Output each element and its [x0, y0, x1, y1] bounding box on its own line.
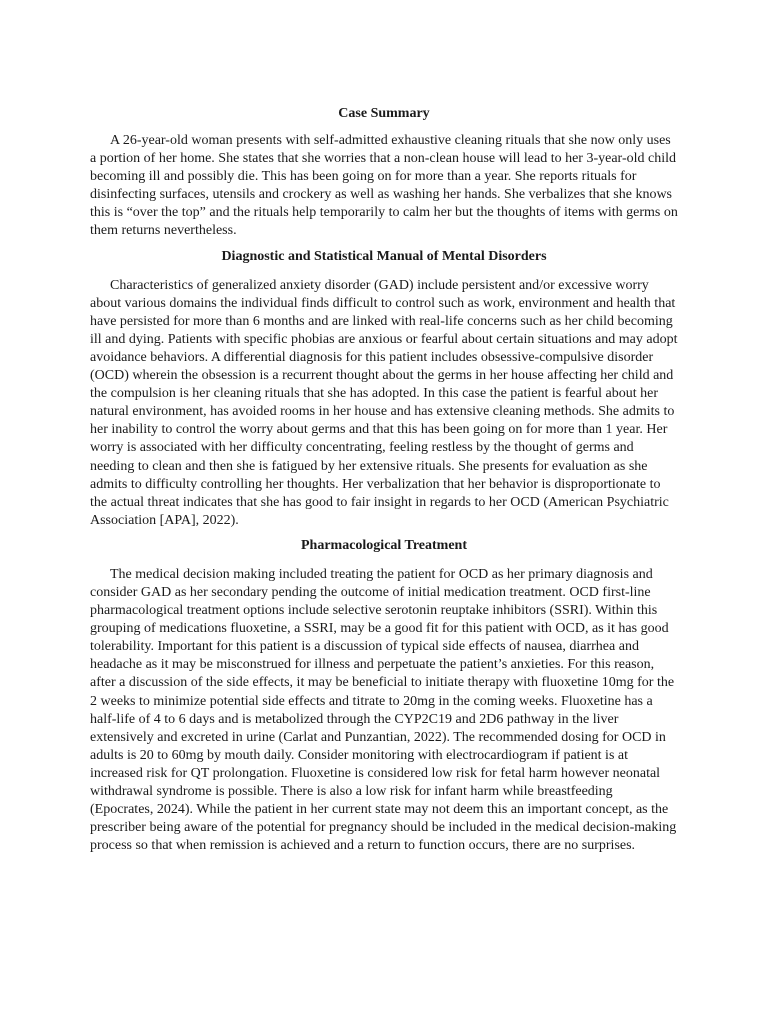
pharmacological-treatment-paragraph: The medical decision making included treating the patient for OCD as her primary diagnosis and consider GAD as her secondary pending the outcome of initial medication treatment. OCD first-line pharmacological treatment options include selective serotonin reuptake inhibitors (SSRI). Within this grouping of medications fluoxetine, a SSRI, may be a good fit for this patient with OCD, as it has good tolerability. Important for this patient is a discussion of typical side effects of nausea, diarrhea and headache as it may be misconstrued for illness and perpetuate the patient’s anxieties. For this reason, after a discussion of the side effects, it may be beneficial to initiate therapy with fluoxetine 10mg for the 2 weeks to minimize potential side effects and titrate to 20mg in the coming weeks. Fluoxetine has a half-life of 4 to 6 days and is metabolized through the CYP2C19 and 2D6 pathway in the liver extensively and excreted in urine (Carlat and Punzantian, 2022). The recommended dosing for OCD in adults is 20 to 60mg by mouth daily. Consider monitoring with electrocardiogram if patient is at increased risk for QT prolongation. Fluoxetine is considered low risk for fetal harm however neonatal withdrawal syndrome is possible. There is also a low risk for infant harm while breastfeeding (Epocrates, 2024). While the patient in her current state may not deem this an important concept, as the prescriber being aware of the potential for pregnancy should be included in the medical decision-making process so that when remission is achieved and a return to function occurs, there are no surprises.: [90, 566, 677, 854]
dsm-paragraph: Characteristics of generalized anxiety disorder (GAD) include persistent and/or excessive worry about various domains the individual finds difficult to control such as work, environment and health that have persisted for more than 6 months and are linked with real-life concerns such as her child becoming ill and dying. Patients with specific phobias are anxious or fearful about certain situations and may adopt avoidance behaviors. A differential diagnosis for this patient includes obsessive-compulsive disorder (OCD) wherein the obsession is a recurrent thought about the germs in her house affecting her child and the compulsion is her cleaning rituals that she has adopted. In this case the patient is fearful about her natural environment, has avoided rooms in her house and has extensive cleaning methods. She admits to her inability to control the worry about germs and that this has been going on for more than 1 year. Her worry is associated with her difficulty concentrating, feeling restless by the thought of germs and needing to clean and then she is fatigued by her extensive rituals. She presents for evaluation as she admits to difficulty controlling her thoughts. Her verbalization that her behavior is disproportionate to the actual threat indicates that she has good to fair insight in regards to her OCD (American Psychiatric Association [APA], 2022).: [90, 277, 678, 528]
pharmacological-treatment-heading: Pharmacological Treatment: [300, 537, 468, 553]
case-summary-heading: Case Summary: [338, 106, 430, 121]
document-body: [90, 104, 678, 855]
dsm-heading: Diagnostic and Statistical Manual of Mental Disorders: [221, 248, 547, 264]
case-summary-paragraph: A 26-year-old woman presents with self-admitted exhaustive cleaning rituals that she now only uses a portion of her home. She states that she worries that a non-clean house will lead to her 3-year-old child becoming ill and possibly die. This has been going on for more than a year. She reports rituals for disinfecting surfaces, utensils and crockery as well as washing her hands. She verbalizes that she knows this is “over the top” and the rituals help temporarily to calm her but the thoughts of items with germs on them returns nevertheless.: [90, 133, 678, 239]
